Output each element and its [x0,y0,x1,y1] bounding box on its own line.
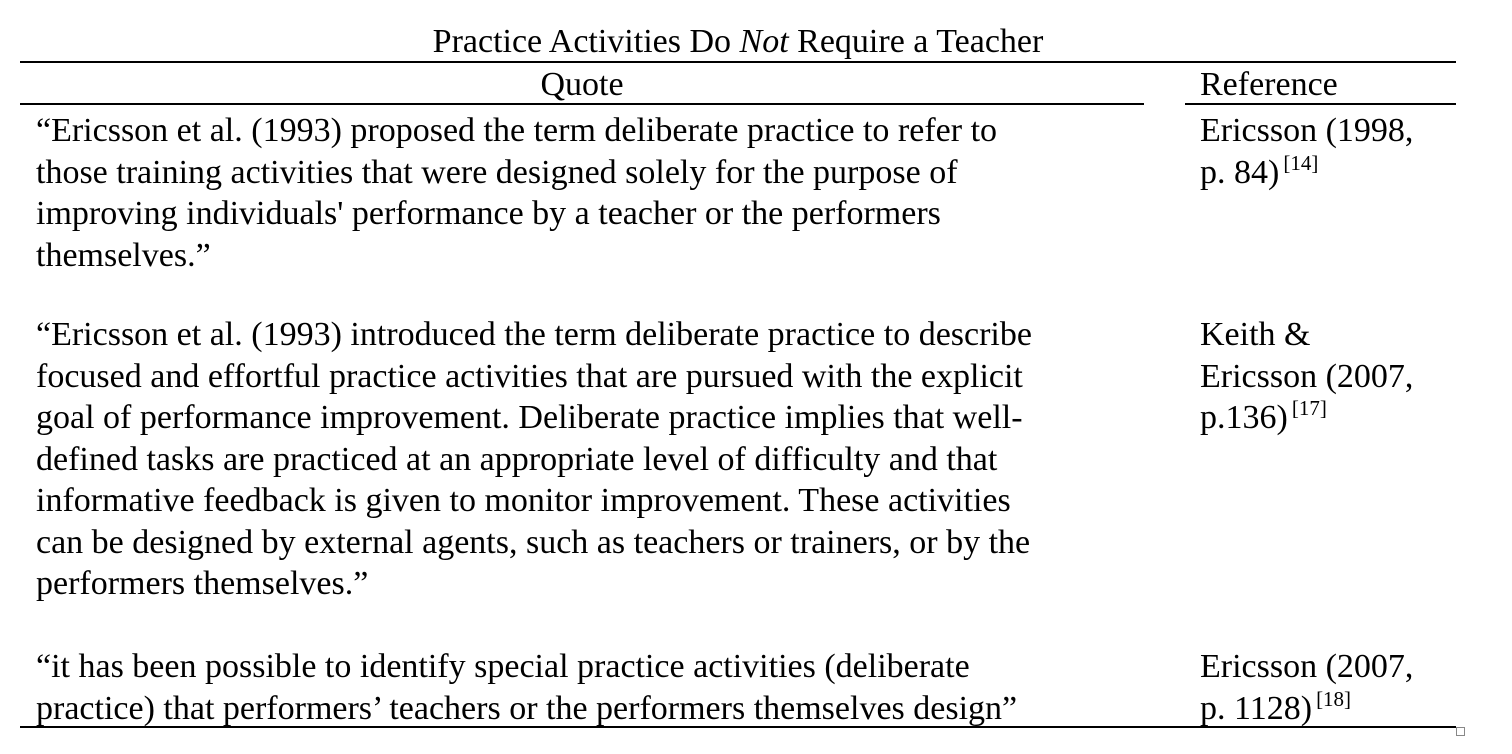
table-bottom-rule [20,726,1456,728]
table-title-emphasis: Not [739,23,789,60]
table-title-end: Require a Teacher [788,23,1044,60]
reference-header-rule [1185,103,1456,105]
quote-line: defined tasks are practiced at an appropriate level of difficulty and that [36,440,998,478]
reference-line: Ericsson (2007, [1200,648,1414,685]
reference-footnote-marker: [14] [1283,150,1319,175]
reference-line-last [1200,688,1490,730]
reference-line-last [1200,152,1490,194]
quote-line: “Ericsson et al. (1993) introduced the term deliberate practice to describe [36,316,1032,353]
quote-line: “Ericsson et al. (1993) proposed the term deliberate practice to refer to [36,112,998,149]
table-top-rule [20,61,1456,63]
quote-line: improving individuals' performance by a teacher or the performers [36,195,941,232]
table-title [0,22,1476,62]
quote-line: goal of performance improvement. Deliberate practice implies that well- [36,399,1023,436]
reference-cell-1 [1200,110,1490,193]
quote-cell-2 [36,314,1156,605]
quote-column-header: Quote [540,66,624,103]
reference-footnote-marker: [17] [1291,396,1327,420]
table-title-start: Practice Activities Do [432,23,740,60]
quote-line: themselves.” [36,236,211,274]
reference-line-last [1200,397,1490,439]
quote-line: performers themselves.” [36,565,369,602]
quote-line: informative feedback is given to monitor improvement. These activities [36,482,1011,519]
reference-line: Keith & [1200,316,1311,353]
reference-text: p.136) [1200,399,1288,436]
reference-line: Ericsson (1998, [1200,112,1414,149]
quote-line: practice) that performers’ teachers or the performers themselves design” [36,689,1018,727]
reference-column-header: Reference [1200,66,1338,103]
table-resize-handle[interactable] [1456,727,1465,736]
quote-cell-3 [36,646,1156,729]
quote-line: those training activities that were designed solely for the purpose of [36,153,958,191]
reference-line: Ericsson (2007, [1200,357,1414,395]
quote-line: “it has been possible to identify special practice activities (deliberate [36,648,970,685]
quote-cell-1 [36,110,1156,276]
quote-line: can be designed by external agents, such as teachers or trainers, or by the [36,523,1031,561]
reference-footnote-marker: [18] [1316,686,1352,711]
reference-cell-2 [1200,314,1490,439]
reference-text: p. 84) [1200,153,1280,191]
reference-cell-3 [1200,646,1490,729]
reference-text: p. 1128) [1200,689,1313,727]
quote-header-rule [20,103,1144,105]
quote-line: focused and effortful practice activities that are pursued with the explicit [36,357,1023,395]
